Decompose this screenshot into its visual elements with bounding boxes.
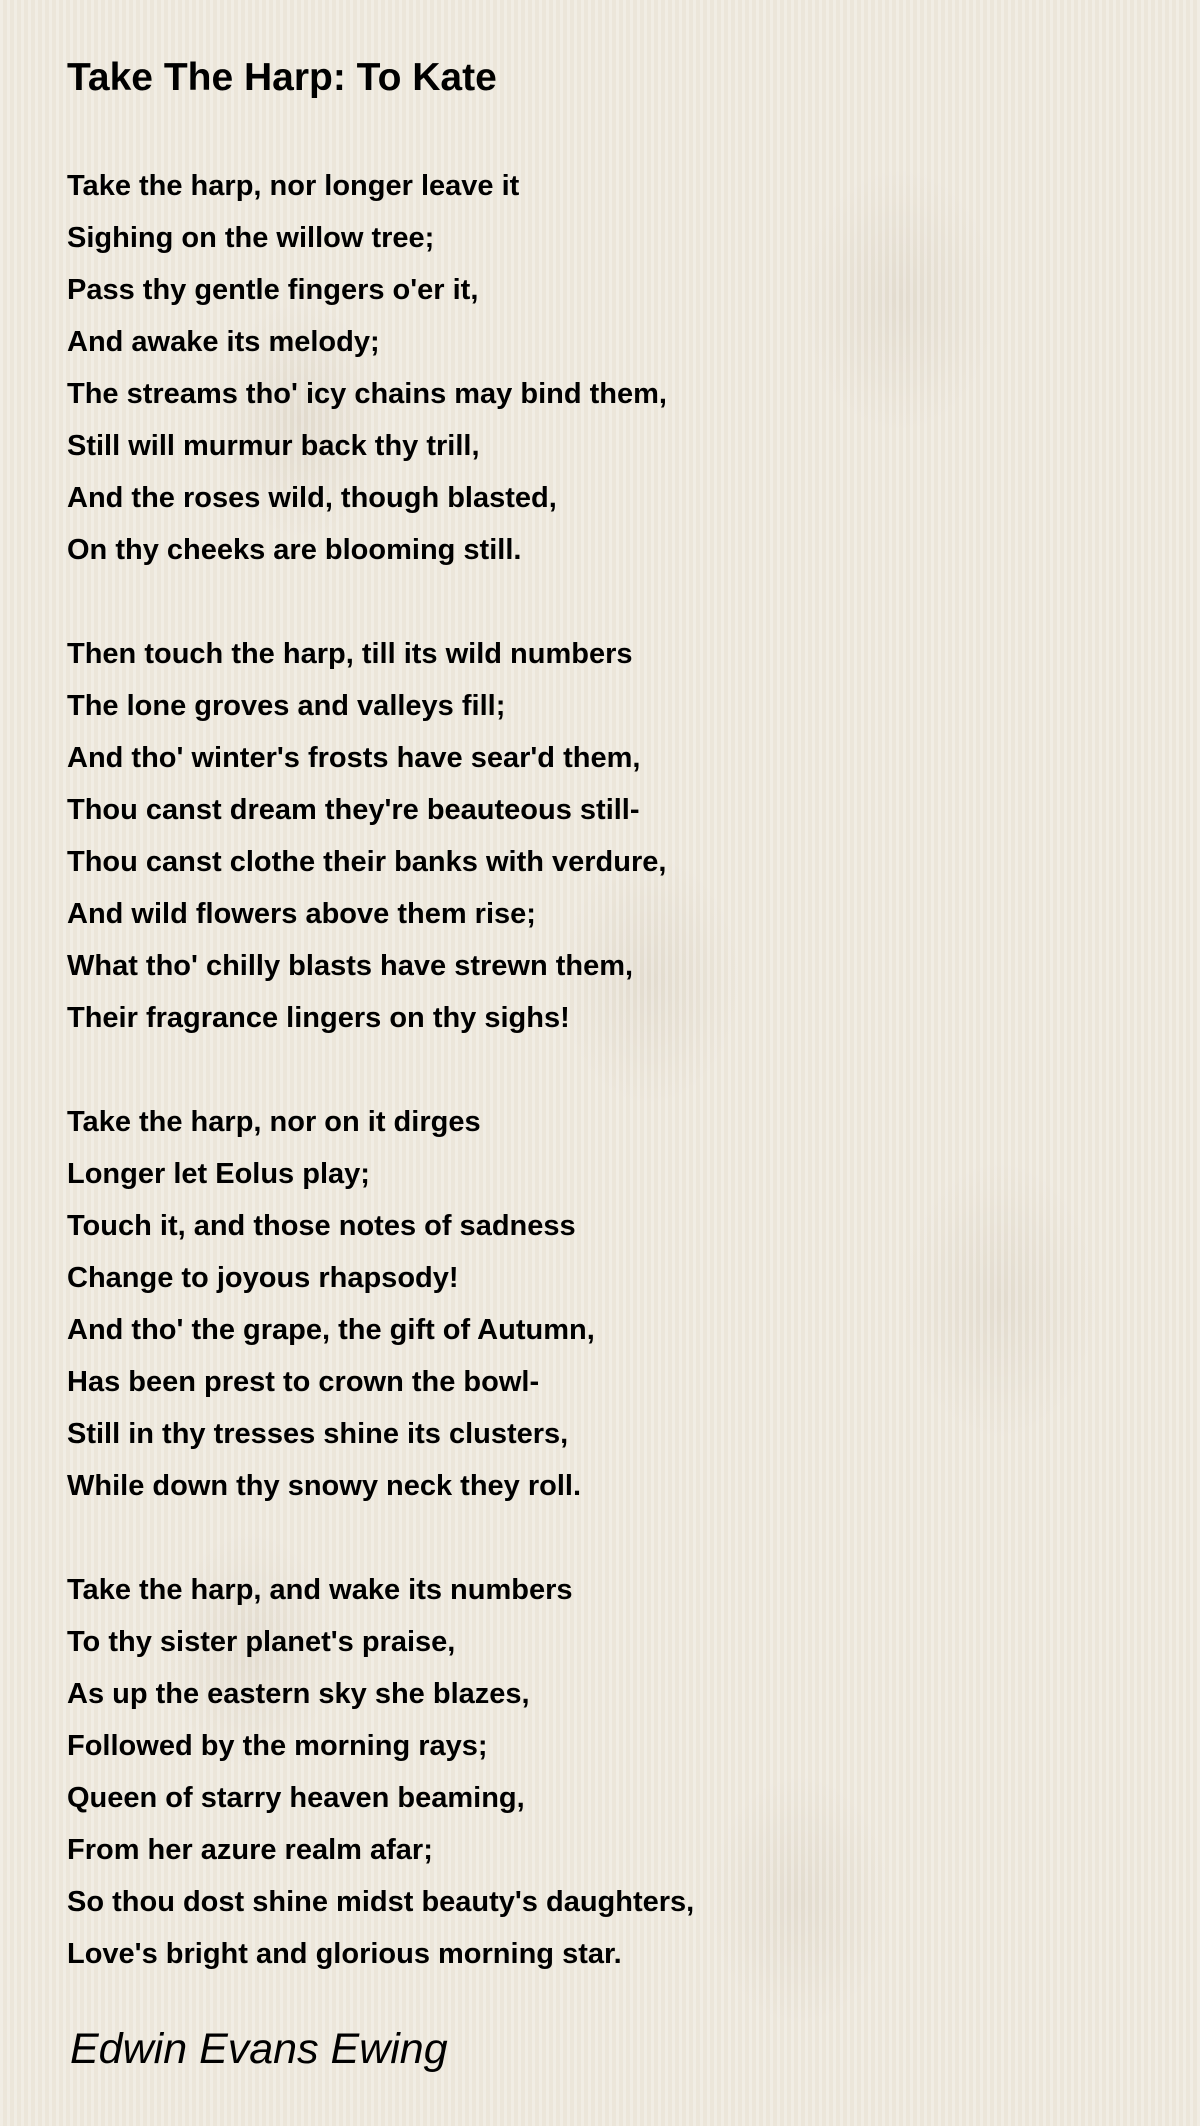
poem-line: On thy cheeks are blooming still. bbox=[67, 534, 522, 566]
poem-line: Sighing on the willow tree; bbox=[67, 222, 435, 254]
poem-line: Still will murmur back thy trill, bbox=[67, 430, 480, 462]
poem-line: Then touch the harp, till its wild numbers bbox=[67, 638, 633, 670]
poem-line: To thy sister planet's praise, bbox=[67, 1626, 456, 1658]
poem-line: Pass thy gentle fingers o'er it, bbox=[67, 274, 479, 306]
poem-line: Change to joyous rhapsody! bbox=[67, 1262, 459, 1294]
poem-line: What tho' chilly blasts have strewn them, bbox=[67, 950, 634, 982]
poem-body bbox=[67, 160, 1147, 1980]
poem-line: And the roses wild, though blasted, bbox=[67, 482, 557, 514]
poem-line: Queen of starry heaven beaming, bbox=[67, 1782, 525, 1814]
stanza bbox=[67, 1564, 1147, 1980]
poem-line: The lone groves and valleys fill; bbox=[67, 690, 506, 722]
stanza bbox=[67, 160, 1147, 576]
poem-line: And wild flowers above them rise; bbox=[67, 898, 536, 930]
poem-line: Their fragrance lingers on thy sighs! bbox=[67, 1002, 570, 1034]
poem-line: And awake its melody; bbox=[67, 326, 380, 358]
poem-page bbox=[67, 48, 1147, 2032]
poem-line: Take the harp, nor longer leave it bbox=[67, 170, 520, 202]
poem-line: Thou canst clothe their banks with verdure, bbox=[67, 846, 667, 878]
poem-line: As up the eastern sky she blazes, bbox=[67, 1678, 530, 1710]
poem-line: While down thy snowy neck they roll. bbox=[67, 1470, 582, 1502]
poem-line: So thou dost shine midst beauty's daughters, bbox=[67, 1886, 695, 1918]
poem-line: And tho' winter's frosts have sear'd them, bbox=[67, 742, 641, 774]
poem-line: Love's bright and glorious morning star. bbox=[67, 1938, 622, 1970]
poem-title: Take The Harp: To Kate bbox=[67, 56, 497, 99]
poem-line: Thou canst dream they're beauteous still- bbox=[67, 794, 640, 826]
poem-line: Longer let Eolus play; bbox=[67, 1158, 370, 1190]
stanza bbox=[67, 1096, 1147, 1512]
poem-line: Take the harp, nor on it dirges bbox=[67, 1106, 481, 1138]
poem-line: Followed by the morning rays; bbox=[67, 1730, 488, 1762]
stanza bbox=[67, 628, 1147, 1044]
poem-author: Edwin Evans Ewing bbox=[70, 2025, 448, 2073]
poem-line: Take the harp, and wake its numbers bbox=[67, 1574, 573, 1606]
poem-line: The streams tho' icy chains may bind them, bbox=[67, 378, 667, 410]
poem-line: And tho' the grape, the gift of Autumn, bbox=[67, 1314, 595, 1346]
poem-line: Has been prest to crown the bowl- bbox=[67, 1366, 540, 1398]
poem-line: From her azure realm afar; bbox=[67, 1834, 433, 1866]
poem-line: Still in thy tresses shine its clusters, bbox=[67, 1418, 569, 1450]
poem-line: Touch it, and those notes of sadness bbox=[67, 1210, 576, 1242]
